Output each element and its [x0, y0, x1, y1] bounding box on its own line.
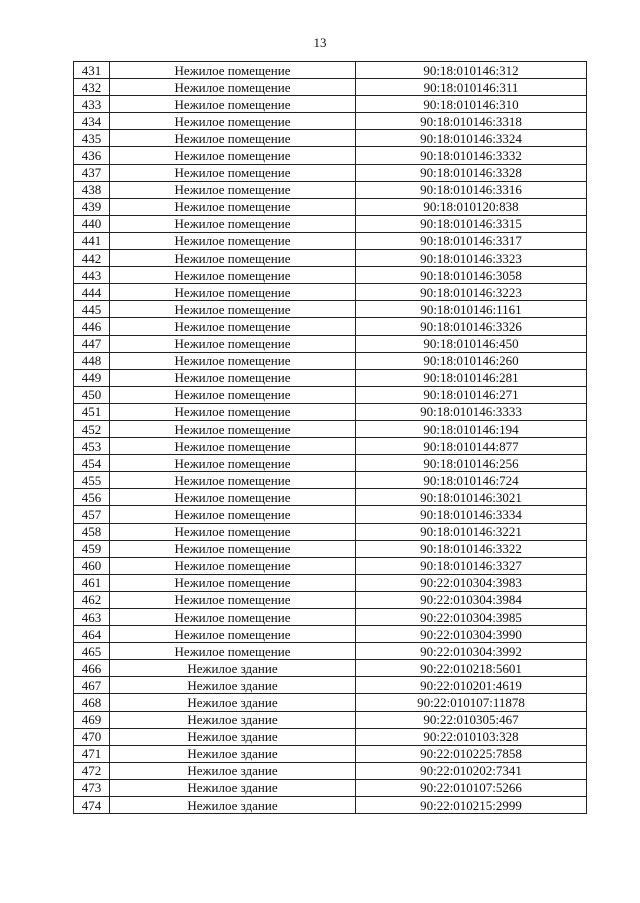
table-row — [74, 113, 587, 130]
table-row — [74, 403, 587, 420]
object-name-cell: Нежилое помещение — [110, 643, 356, 660]
row-number-cell: 443 — [74, 267, 110, 284]
table-row — [74, 677, 587, 694]
table-row — [74, 643, 587, 660]
table-row — [74, 540, 587, 557]
object-name-cell: Нежилое здание — [110, 694, 356, 711]
object-name-cell: Нежилое помещение — [110, 62, 356, 79]
cadastral-number-cell: 90:22:010304:3992 — [356, 643, 587, 660]
cadastral-number-cell: 90:22:010107:11878 — [356, 694, 587, 711]
object-name-cell: Нежилое помещение — [110, 96, 356, 113]
cadastral-number-cell: 90:18:010144:877 — [356, 438, 587, 455]
table-row — [74, 557, 587, 574]
table-row — [74, 438, 587, 455]
table-row — [74, 506, 587, 523]
cadastral-number-cell: 90:18:010146:3058 — [356, 267, 587, 284]
cadastral-number-cell: 90:18:010146:310 — [356, 96, 587, 113]
object-name-cell: Нежилое помещение — [110, 506, 356, 523]
table-row — [74, 626, 587, 643]
object-name-cell: Нежилое здание — [110, 677, 356, 694]
cadastral-number-cell: 90:22:010201:4619 — [356, 677, 587, 694]
row-number-cell: 460 — [74, 557, 110, 574]
row-number-cell: 447 — [74, 335, 110, 352]
row-number-cell: 473 — [74, 779, 110, 796]
cadastral-number-cell: 90:18:010146:256 — [356, 455, 587, 472]
row-number-cell: 455 — [74, 472, 110, 489]
table-row — [74, 660, 587, 677]
row-number-cell: 450 — [74, 386, 110, 403]
table-row — [74, 694, 587, 711]
object-name-cell: Нежилое здание — [110, 797, 356, 814]
row-number-cell: 452 — [74, 420, 110, 437]
row-number-cell: 469 — [74, 711, 110, 728]
table-row — [74, 369, 587, 386]
cadastral-number-cell: 90:18:010146:260 — [356, 352, 587, 369]
cadastral-number-cell: 90:22:010305:467 — [356, 711, 587, 728]
page-number: 13 — [313, 35, 327, 50]
row-number-cell: 435 — [74, 130, 110, 147]
cadastral-number-cell: 90:22:010304:3985 — [356, 609, 587, 626]
cadastral-number-cell: 90:18:010120:838 — [356, 198, 587, 215]
object-name-cell: Нежилое помещение — [110, 335, 356, 352]
object-name-cell: Нежилое помещение — [110, 301, 356, 318]
object-name-cell: Нежилое помещение — [110, 403, 356, 420]
object-name-cell: Нежилое помещение — [110, 164, 356, 181]
object-name-cell: Нежилое помещение — [110, 540, 356, 557]
object-name-cell: Нежилое помещение — [110, 438, 356, 455]
cadastral-number-cell: 90:18:010146:281 — [356, 369, 587, 386]
cadastral-number-cell: 90:18:010146:3021 — [356, 489, 587, 506]
row-number-cell: 461 — [74, 574, 110, 591]
object-name-cell: Нежилое здание — [110, 762, 356, 779]
object-name-cell: Нежилое помещение — [110, 523, 356, 540]
table-row — [74, 62, 587, 79]
table-row — [74, 164, 587, 181]
row-number-cell: 441 — [74, 232, 110, 249]
object-name-cell: Нежилое помещение — [110, 626, 356, 643]
object-name-cell: Нежилое помещение — [110, 215, 356, 232]
cadastral-number-cell: 90:18:010146:312 — [356, 62, 587, 79]
row-number-cell: 453 — [74, 438, 110, 455]
cadastral-number-cell: 90:18:010146:3223 — [356, 284, 587, 301]
row-number-cell: 438 — [74, 181, 110, 198]
cadastral-number-cell: 90:18:010146:194 — [356, 420, 587, 437]
table-row — [74, 96, 587, 113]
object-name-cell: Нежилое помещение — [110, 284, 356, 301]
object-name-cell: Нежилое помещение — [110, 386, 356, 403]
table-row — [74, 472, 587, 489]
table-row — [74, 523, 587, 540]
object-name-cell: Нежилое помещение — [110, 147, 356, 164]
object-name-cell: Нежилое помещение — [110, 609, 356, 626]
object-name-cell: Нежилое помещение — [110, 318, 356, 335]
row-number-cell: 448 — [74, 352, 110, 369]
cadastral-number-cell: 90:18:010146:3221 — [356, 523, 587, 540]
row-number-cell: 431 — [74, 62, 110, 79]
row-number-cell: 449 — [74, 369, 110, 386]
cadastral-number-cell: 90:18:010146:3323 — [356, 250, 587, 267]
row-number-cell: 472 — [74, 762, 110, 779]
table-row — [74, 267, 587, 284]
table-row — [74, 250, 587, 267]
object-name-cell: Нежилое помещение — [110, 557, 356, 574]
table-row — [74, 609, 587, 626]
row-number-cell: 468 — [74, 694, 110, 711]
cadastral-number-cell: 90:22:010304:3983 — [356, 574, 587, 591]
row-number-cell: 436 — [74, 147, 110, 164]
cadastral-number-cell: 90:18:010146:3327 — [356, 557, 587, 574]
table-row — [74, 797, 587, 814]
object-name-cell: Нежилое помещение — [110, 489, 356, 506]
row-number-cell: 458 — [74, 523, 110, 540]
table-row — [74, 79, 587, 96]
table-row — [74, 386, 587, 403]
table-row — [74, 420, 587, 437]
object-name-cell: Нежилое помещение — [110, 369, 356, 386]
table-row — [74, 455, 587, 472]
cadastral-number-cell: 90:18:010146:271 — [356, 386, 587, 403]
table-row — [74, 591, 587, 608]
object-name-cell: Нежилое помещение — [110, 250, 356, 267]
property-registry-table — [73, 61, 587, 814]
row-number-cell: 439 — [74, 198, 110, 215]
row-number-cell: 471 — [74, 745, 110, 762]
cadastral-number-cell: 90:18:010146:3326 — [356, 318, 587, 335]
object-name-cell: Нежилое здание — [110, 711, 356, 728]
object-name-cell: Нежилое здание — [110, 779, 356, 796]
object-name-cell: Нежилое помещение — [110, 420, 356, 437]
cadastral-number-cell: 90:18:010146:3316 — [356, 181, 587, 198]
row-number-cell: 454 — [74, 455, 110, 472]
table-row — [74, 779, 587, 796]
cadastral-number-cell: 90:22:010218:5601 — [356, 660, 587, 677]
row-number-cell: 451 — [74, 403, 110, 420]
table-row — [74, 147, 587, 164]
table-row — [74, 284, 587, 301]
row-number-cell: 440 — [74, 215, 110, 232]
table-row — [74, 745, 587, 762]
object-name-cell: Нежилое помещение — [110, 130, 356, 147]
object-name-cell: Нежилое помещение — [110, 574, 356, 591]
row-number-cell: 462 — [74, 591, 110, 608]
cadastral-number-cell: 90:18:010146:3333 — [356, 403, 587, 420]
cadastral-number-cell: 90:22:010103:328 — [356, 728, 587, 745]
row-number-cell: 434 — [74, 113, 110, 130]
row-number-cell: 445 — [74, 301, 110, 318]
object-name-cell: Нежилое помещение — [110, 352, 356, 369]
table-row — [74, 215, 587, 232]
row-number-cell: 467 — [74, 677, 110, 694]
table-row — [74, 301, 587, 318]
row-number-cell: 446 — [74, 318, 110, 335]
row-number-cell: 465 — [74, 643, 110, 660]
row-number-cell: 474 — [74, 797, 110, 814]
cadastral-number-cell: 90:22:010225:7858 — [356, 745, 587, 762]
cadastral-number-cell: 90:22:010304:3984 — [356, 591, 587, 608]
object-name-cell: Нежилое помещение — [110, 113, 356, 130]
object-name-cell: Нежилое помещение — [110, 181, 356, 198]
table-row — [74, 711, 587, 728]
table-row — [74, 130, 587, 147]
cadastral-number-cell: 90:18:010146:450 — [356, 335, 587, 352]
object-name-cell: Нежилое помещение — [110, 591, 356, 608]
object-name-cell: Нежилое здание — [110, 745, 356, 762]
cadastral-number-cell: 90:22:010215:2999 — [356, 797, 587, 814]
table-row — [74, 352, 587, 369]
cadastral-number-cell: 90:22:010304:3990 — [356, 626, 587, 643]
row-number-cell: 457 — [74, 506, 110, 523]
row-number-cell: 437 — [74, 164, 110, 181]
row-number-cell: 463 — [74, 609, 110, 626]
cadastral-number-cell: 90:18:010146:3334 — [356, 506, 587, 523]
cadastral-number-cell: 90:18:010146:3332 — [356, 147, 587, 164]
cadastral-number-cell: 90:18:010146:3318 — [356, 113, 587, 130]
object-name-cell: Нежилое помещение — [110, 232, 356, 249]
table-row — [74, 489, 587, 506]
object-name-cell: Нежилое помещение — [110, 198, 356, 215]
table-row — [74, 232, 587, 249]
object-name-cell: Нежилое помещение — [110, 79, 356, 96]
cadastral-number-cell: 90:18:010146:1161 — [356, 301, 587, 318]
row-number-cell: 466 — [74, 660, 110, 677]
cadastral-number-cell: 90:22:010202:7341 — [356, 762, 587, 779]
cadastral-number-cell: 90:18:010146:3322 — [356, 540, 587, 557]
table-row — [74, 335, 587, 352]
table-row — [74, 181, 587, 198]
object-name-cell: Нежилое помещение — [110, 267, 356, 284]
row-number-cell: 456 — [74, 489, 110, 506]
object-name-cell: Нежилое здание — [110, 728, 356, 745]
cadastral-number-cell: 90:18:010146:3328 — [356, 164, 587, 181]
row-number-cell: 464 — [74, 626, 110, 643]
row-number-cell: 459 — [74, 540, 110, 557]
object-name-cell: Нежилое помещение — [110, 472, 356, 489]
row-number-cell: 433 — [74, 96, 110, 113]
cadastral-number-cell: 90:18:010146:724 — [356, 472, 587, 489]
row-number-cell: 470 — [74, 728, 110, 745]
table-row — [74, 728, 587, 745]
object-name-cell: Нежилое помещение — [110, 455, 356, 472]
table-row — [74, 762, 587, 779]
table-row — [74, 318, 587, 335]
row-number-cell: 432 — [74, 79, 110, 96]
table-row — [74, 574, 587, 591]
cadastral-number-cell: 90:18:010146:311 — [356, 79, 587, 96]
cadastral-number-cell: 90:18:010146:3315 — [356, 215, 587, 232]
row-number-cell: 444 — [74, 284, 110, 301]
cadastral-number-cell: 90:18:010146:3324 — [356, 130, 587, 147]
cadastral-number-cell: 90:22:010107:5266 — [356, 779, 587, 796]
object-name-cell: Нежилое здание — [110, 660, 356, 677]
row-number-cell: 442 — [74, 250, 110, 267]
table-row — [74, 198, 587, 215]
registry-table-body — [74, 62, 587, 814]
cadastral-number-cell: 90:18:010146:3317 — [356, 232, 587, 249]
